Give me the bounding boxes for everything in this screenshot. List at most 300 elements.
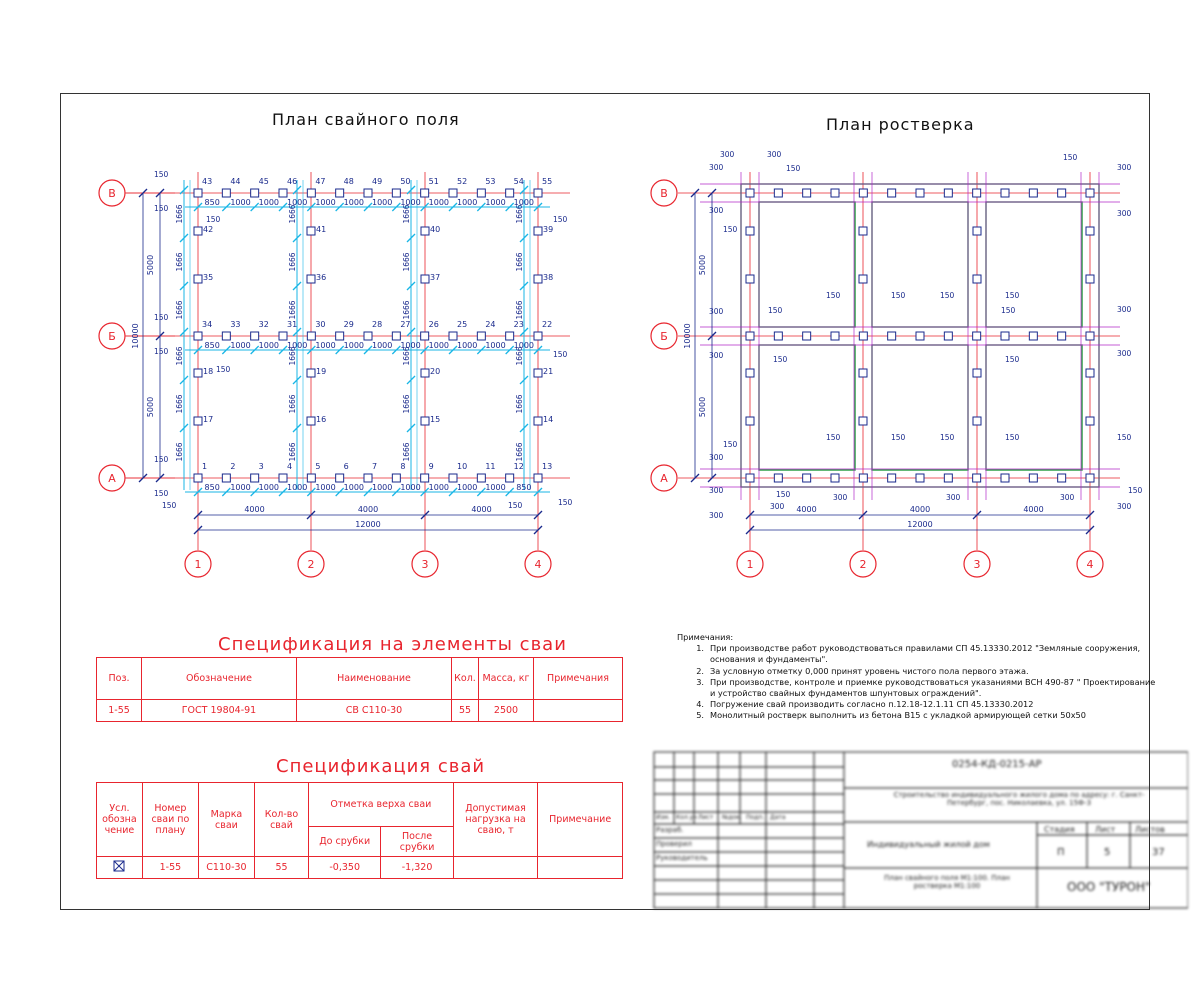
dimension-label: 150 xyxy=(508,501,523,510)
dimension-label: 4000 xyxy=(1023,505,1044,514)
spec-header: Усл. обозна чение xyxy=(97,783,143,857)
spec-header: Примечание xyxy=(538,783,623,857)
dimension-label: 150 xyxy=(1005,291,1020,300)
stamp-col: Подп. xyxy=(746,814,765,821)
pile-marker xyxy=(194,369,202,377)
dimension-label: 1000 xyxy=(258,341,280,350)
pile-number: 32 xyxy=(258,320,269,329)
pile-number: 46 xyxy=(287,177,298,186)
note-number: 2. xyxy=(696,665,704,676)
dimension-label: 1000 xyxy=(400,198,421,207)
dimension-label: 1666 xyxy=(175,300,184,320)
spec-cell xyxy=(534,700,623,722)
pile-marker xyxy=(1086,474,1094,482)
pile-number: 49 xyxy=(372,177,383,186)
dimension-label: 1666 xyxy=(175,252,184,272)
pile-marker xyxy=(774,189,782,197)
dimension-label: 300 xyxy=(709,511,724,520)
pile-number: 4 xyxy=(287,462,293,471)
pile-marker xyxy=(506,332,514,340)
dimension-label: 1000 xyxy=(315,483,336,492)
dimension-label: 150 xyxy=(1005,355,1020,364)
dimension-label: 1666 xyxy=(402,204,411,224)
pile-marker xyxy=(1029,189,1037,197)
pile-marker xyxy=(746,474,754,482)
dimension-label: 1666 xyxy=(175,394,184,414)
dimension-label: 1666 xyxy=(288,442,297,462)
pile-marker xyxy=(421,227,429,235)
dimension-label: 150 xyxy=(206,215,221,224)
pile-marker xyxy=(194,417,202,425)
pile-marker xyxy=(392,189,400,197)
pile-number: 24 xyxy=(485,320,496,329)
pile-marker xyxy=(534,474,542,482)
dimension-label: 150 xyxy=(1063,153,1078,162)
pile-marker xyxy=(506,189,514,197)
pile-marker xyxy=(916,474,924,482)
pile-marker xyxy=(194,227,202,235)
note-text: Погружение свай производить согласно п.12.18-12.1.11 СП 45.13330.2012 xyxy=(710,699,1034,710)
spec-piles-table xyxy=(96,782,623,879)
dimension-label: 5000 xyxy=(146,254,155,276)
pile-number: 17 xyxy=(203,415,214,424)
dimension-label: 150 xyxy=(723,225,738,234)
pile-number: 36 xyxy=(316,273,327,282)
dimension-label: 150 xyxy=(891,433,906,442)
note-number: 5. xyxy=(696,710,704,721)
pile-number: 16 xyxy=(316,415,327,424)
dimension-label: 1000 xyxy=(343,483,365,492)
dimension-label: 150 xyxy=(162,501,177,510)
spec-cell: 55 xyxy=(254,857,308,879)
pile-marker xyxy=(1001,332,1009,340)
dimension-label: 1000 xyxy=(428,483,450,492)
spec-cell: ГОСТ 19804-91 xyxy=(142,700,297,722)
dimension-label: 1666 xyxy=(175,442,184,462)
pile-marker xyxy=(477,189,485,197)
dimension-label: 12000 xyxy=(355,520,381,529)
dimension-label: 300 xyxy=(946,493,961,502)
stamp-object: Строительство индивидуального жилого дома по адресу: г. Санкт-Петербург, пос. Николаевка, ул. 15Ф-3 xyxy=(893,791,1145,807)
dimension-label: 4000 xyxy=(796,505,817,514)
pile-number: 52 xyxy=(457,177,468,186)
pile-marker xyxy=(307,275,315,283)
grillage-plan-title: План ростверка xyxy=(826,115,975,134)
pile-marker xyxy=(888,189,896,197)
pile-marker xyxy=(336,332,344,340)
pile-marker xyxy=(421,417,429,425)
note-item xyxy=(677,699,1157,710)
pile-marker xyxy=(1001,474,1009,482)
pile-marker xyxy=(307,369,315,377)
pile-marker xyxy=(859,417,867,425)
dimension-label: 1000 xyxy=(485,198,506,207)
pile-number: 25 xyxy=(457,320,468,329)
dimension-label: 150 xyxy=(553,350,568,359)
pile-number: 23 xyxy=(513,320,524,329)
pile-marker xyxy=(477,332,485,340)
pile-marker xyxy=(421,189,429,197)
spec-header: Допустимая нагрузка на сваю, т xyxy=(453,783,538,857)
pile-marker xyxy=(194,189,202,197)
note-item xyxy=(677,666,1157,677)
dimension-label: 1000 xyxy=(258,483,280,492)
pile-marker xyxy=(746,417,754,425)
pile-number: 20 xyxy=(430,367,441,376)
axis-label: В xyxy=(660,187,668,200)
dimension-label: 150 xyxy=(773,355,788,364)
dimension-label: 1666 xyxy=(288,204,297,224)
pile-marker xyxy=(336,474,344,482)
pile-marker xyxy=(746,275,754,283)
dimension-label: 300 xyxy=(833,493,848,502)
notes-heading: Примечания: xyxy=(677,632,734,642)
dimension-label: 1666 xyxy=(402,442,411,462)
dimension-label: 300 xyxy=(709,307,724,316)
dimension-label: 1000 xyxy=(456,198,478,207)
pile-marker xyxy=(1086,369,1094,377)
spec-header: Марка сваи xyxy=(198,783,254,857)
axis-label: Б xyxy=(660,330,668,343)
dimension-label: 1666 xyxy=(288,394,297,414)
pile-number: 38 xyxy=(543,273,554,282)
spec-header: До срубки xyxy=(309,827,381,857)
pile-number: 35 xyxy=(203,273,214,282)
dimension-label: 850 xyxy=(204,341,220,350)
dimension-label: 1666 xyxy=(402,300,411,320)
stamp-sheet: 5 xyxy=(1104,847,1111,858)
pile-marker xyxy=(449,189,457,197)
stamp-role: Проверил xyxy=(656,840,692,848)
dimension-label: 850 xyxy=(204,198,220,207)
dimension-label: 150 xyxy=(154,170,169,179)
axis-label: 4 xyxy=(534,558,542,571)
pile-number: 11 xyxy=(485,462,496,471)
pile-marker xyxy=(449,474,457,482)
pile-number: 54 xyxy=(513,177,524,186)
dimension-label: 850 xyxy=(516,483,532,492)
dimension-label: 150 xyxy=(786,164,801,173)
pile-marker xyxy=(279,189,287,197)
note-text: При производстве работ руководствоваться правилами СП 45.13330.2012 "Земляные сооружения, основания и фундаменты". xyxy=(710,643,1141,665)
pile-symbol-cell xyxy=(97,857,143,879)
pile-number: 15 xyxy=(430,415,441,424)
pile-number: 7 xyxy=(372,462,378,471)
dimension-label: 1000 xyxy=(343,341,365,350)
dimension-label: 1000 xyxy=(456,483,478,492)
dimension-label: 150 xyxy=(1128,486,1143,495)
dimension-label: 300 xyxy=(709,163,724,172)
spec-elements-title: Спецификация на элементы сваи xyxy=(218,634,567,655)
dimension-label: 1000 xyxy=(371,483,393,492)
pile-number: 10 xyxy=(457,462,468,471)
spec-header: Кол. xyxy=(452,658,479,700)
pile-marker xyxy=(1086,227,1094,235)
pile-marker xyxy=(449,332,457,340)
pile-marker xyxy=(506,474,514,482)
axis-label: 4 xyxy=(1086,558,1094,571)
dimension-label: 10000 xyxy=(131,323,140,349)
spec-cell: 2500 xyxy=(479,700,534,722)
dimension-label: 1666 xyxy=(515,346,524,366)
spec-elements-table xyxy=(96,657,623,722)
dimension-label: 1666 xyxy=(515,204,524,224)
dimension-label: 300 xyxy=(709,486,724,495)
pile-marker xyxy=(534,332,542,340)
pile-marker xyxy=(1086,417,1094,425)
pile-marker xyxy=(421,474,429,482)
pile-marker xyxy=(307,227,315,235)
pile-marker xyxy=(944,474,952,482)
pile-marker xyxy=(1058,474,1066,482)
note-number: 1. xyxy=(696,643,704,654)
pile-marker xyxy=(944,332,952,340)
pile-marker xyxy=(944,189,952,197)
dimension-label: 150 xyxy=(776,490,791,499)
pile-number: 12 xyxy=(513,462,524,471)
note-text: За условную отметку 0,000 принят уровень чистого пола первого этажа. xyxy=(710,665,1029,676)
note-item xyxy=(677,643,1157,665)
dimension-label: 300 xyxy=(709,206,724,215)
note-text: Монолитный ростверк выполнить из бетона В15 с укладкой армирующей сетки 50х50 xyxy=(710,710,1086,721)
pile-number: 55 xyxy=(542,177,553,186)
pile-marker xyxy=(392,332,400,340)
spec-header: Отметка верха сваи xyxy=(309,783,454,827)
pile-marker xyxy=(1058,189,1066,197)
pile-plan-title: План свайного поля xyxy=(272,110,460,129)
dimension-label: 150 xyxy=(940,291,955,300)
pile-number: 42 xyxy=(203,225,214,234)
pile-marker xyxy=(534,275,542,283)
pile-number: 53 xyxy=(485,177,496,186)
pile-marker xyxy=(1086,189,1094,197)
pile-number: 3 xyxy=(258,462,264,471)
dimension-label: 1666 xyxy=(515,300,524,320)
pile-marker xyxy=(1001,189,1009,197)
pile-number: 2 xyxy=(230,462,236,471)
stamp-sheet-header: Лист xyxy=(1095,825,1116,834)
dimension-label: 150 xyxy=(826,433,841,442)
dimension-label: 150 xyxy=(216,365,231,374)
dimension-label: 5000 xyxy=(698,396,707,418)
dimension-label: 300 xyxy=(1117,209,1132,218)
pile-number: 43 xyxy=(202,177,213,186)
spec-cell: 1-55 xyxy=(97,700,142,722)
pile-number: 45 xyxy=(258,177,269,186)
pile-marker xyxy=(222,474,230,482)
pile-number: 5 xyxy=(315,462,321,471)
pile-marker xyxy=(194,332,202,340)
pile-marker xyxy=(279,332,287,340)
pile-marker xyxy=(194,275,202,283)
axis-label: 1 xyxy=(746,558,754,571)
stamp-code: 0254-КД-0215-АР xyxy=(952,759,1042,770)
dimension-label: 1000 xyxy=(230,198,251,207)
dimension-label: 150 xyxy=(723,440,738,449)
dimension-label: 300 xyxy=(720,150,735,159)
pile-marker xyxy=(279,474,287,482)
dimension-label: 150 xyxy=(154,204,169,213)
dimension-label: 150 xyxy=(940,433,955,442)
pile-marker xyxy=(307,189,315,197)
pile-marker xyxy=(859,474,867,482)
pile-marker xyxy=(803,474,811,482)
dimension-label: 150 xyxy=(154,489,169,498)
spec-cell: СВ С110-30 xyxy=(297,700,452,722)
spec-header: Наименование xyxy=(297,658,452,700)
spec-cell: -0,350 xyxy=(309,857,381,879)
pile-number: 30 xyxy=(315,320,326,329)
dimension-label: 300 xyxy=(767,150,782,159)
stamp-role: Руководитель xyxy=(656,854,708,862)
pile-number: 9 xyxy=(428,462,434,471)
stamp-role: Разраб. xyxy=(656,826,684,834)
pile-marker xyxy=(973,275,981,283)
pile-number: 31 xyxy=(287,320,298,329)
pile-number: 27 xyxy=(400,320,411,329)
dimension-label: 1666 xyxy=(288,252,297,272)
pile-marker xyxy=(307,332,315,340)
dimension-label: 150 xyxy=(1005,433,1020,442)
dimension-label: 1666 xyxy=(515,442,524,462)
pile-marker xyxy=(534,227,542,235)
dimension-label: 1000 xyxy=(485,341,506,350)
pile-marker xyxy=(251,474,259,482)
dimension-label: 4000 xyxy=(909,505,931,514)
pile-marker xyxy=(364,332,372,340)
dimension-label: 300 xyxy=(1117,502,1132,511)
dimension-label: 300 xyxy=(1117,163,1132,172)
spec-cell: -1,320 xyxy=(381,857,453,879)
pile-marker xyxy=(1029,474,1037,482)
spec-cell: С110-30 xyxy=(198,857,254,879)
pile-marker xyxy=(973,332,981,340)
pile-number: 22 xyxy=(542,320,553,329)
dimension-label: 1000 xyxy=(400,483,421,492)
pile-number: 44 xyxy=(230,177,241,186)
pile-number: 48 xyxy=(343,177,354,186)
pile-marker xyxy=(364,474,372,482)
axis-label: 2 xyxy=(307,558,315,571)
dimension-label: 1000 xyxy=(315,198,336,207)
spec-header: Обозначение xyxy=(142,658,297,700)
dimension-label: 1666 xyxy=(515,394,524,414)
dimension-label: 150 xyxy=(154,313,169,322)
pile-number: 14 xyxy=(543,415,554,424)
axis-label: 1 xyxy=(194,558,202,571)
dimension-label: 300 xyxy=(1060,493,1075,502)
pile-marker xyxy=(888,332,896,340)
dimension-label: 300 xyxy=(709,351,724,360)
pile-marker xyxy=(831,332,839,340)
pile-marker xyxy=(1029,332,1037,340)
dimension-label: 12000 xyxy=(907,520,933,529)
spec-cell: 55 xyxy=(452,700,479,722)
dimension-label: 1000 xyxy=(428,198,450,207)
pile-marker xyxy=(421,369,429,377)
dimension-label: 1666 xyxy=(175,204,184,224)
dimension-label: 850 xyxy=(204,483,220,492)
stamp-col: Лист xyxy=(698,814,714,821)
dimension-label: 1666 xyxy=(288,346,297,366)
spec-cell: 1-55 xyxy=(142,857,198,879)
dimension-label: 5000 xyxy=(146,396,155,418)
pile-marker xyxy=(973,369,981,377)
dimension-label: 1000 xyxy=(286,483,308,492)
spec-header: Номер сваи по плану xyxy=(142,783,198,857)
dimension-label: 150 xyxy=(558,498,573,507)
spec-header: Поз. xyxy=(97,658,142,700)
spec-header: Масса, кг xyxy=(479,658,534,700)
dimension-label: 1000 xyxy=(286,198,308,207)
pile-marker xyxy=(973,417,981,425)
pile-number: 50 xyxy=(400,177,411,186)
dimension-label: 1000 xyxy=(371,341,393,350)
stamp-sheets: 37 xyxy=(1152,847,1165,858)
pile-marker xyxy=(859,275,867,283)
pile-number: 37 xyxy=(430,273,441,282)
pile-number: 39 xyxy=(543,225,554,234)
spec-header: После срубки xyxy=(381,827,453,857)
pile-marker xyxy=(859,189,867,197)
pile-marker xyxy=(251,189,259,197)
pile-marker xyxy=(859,227,867,235)
grillage-cell xyxy=(872,345,968,470)
stamp-stage: П xyxy=(1057,847,1065,858)
dimension-label: 1000 xyxy=(485,483,506,492)
dimension-label: 150 xyxy=(154,455,169,464)
pile-marker xyxy=(973,189,981,197)
pile-marker xyxy=(831,189,839,197)
axis-label: 2 xyxy=(859,558,867,571)
spec-cell xyxy=(538,857,623,879)
pile-marker xyxy=(888,474,896,482)
dimension-label: 150 xyxy=(154,347,169,356)
pile-number: 6 xyxy=(343,462,349,471)
notes-block xyxy=(677,632,1157,722)
dimension-label: 300 xyxy=(1117,349,1132,358)
pile-marker xyxy=(307,417,315,425)
dimension-label: 1000 xyxy=(371,198,393,207)
grillage-cell xyxy=(872,202,968,327)
pile-number: 33 xyxy=(230,320,241,329)
pile-marker xyxy=(1086,275,1094,283)
pile-marker xyxy=(746,332,754,340)
dimension-label: 1000 xyxy=(343,198,365,207)
pile-marker xyxy=(222,332,230,340)
pile-number: 28 xyxy=(372,320,383,329)
pile-marker xyxy=(803,332,811,340)
dimension-label: 150 xyxy=(826,291,841,300)
pile-marker xyxy=(421,275,429,283)
pile-marker xyxy=(803,189,811,197)
pile-number: 29 xyxy=(343,320,354,329)
dimension-label: 300 xyxy=(770,502,785,511)
dimension-label: 1666 xyxy=(515,252,524,272)
spec-piles-title: Спецификация свай xyxy=(276,756,486,777)
axis-label: 3 xyxy=(421,558,429,571)
dimension-label: 1000 xyxy=(513,198,535,207)
dimension-label: 1666 xyxy=(402,252,411,272)
spec-header: Кол-во свай xyxy=(254,783,308,857)
pile-marker xyxy=(916,189,924,197)
pile-number: 34 xyxy=(202,320,213,329)
pile-marker xyxy=(222,189,230,197)
dimension-label: 1666 xyxy=(175,346,184,366)
pile-marker xyxy=(831,474,839,482)
pile-number: 21 xyxy=(543,367,554,376)
spec-cell xyxy=(453,857,538,879)
